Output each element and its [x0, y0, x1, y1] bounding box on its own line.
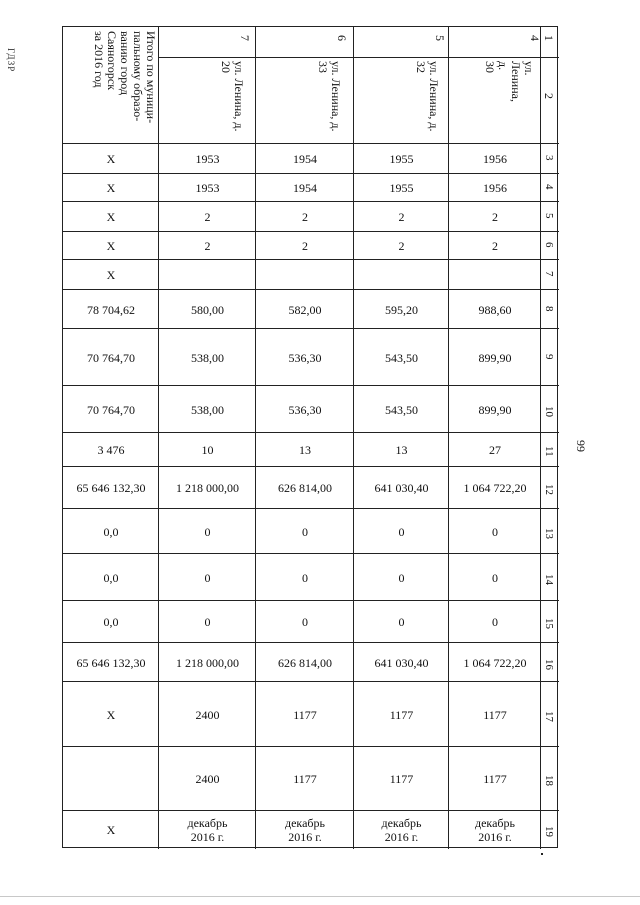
row-index: 5: [543, 213, 555, 219]
row-index: 4: [543, 184, 555, 190]
row-value: 1 218 000,00: [176, 481, 239, 495]
row-total: X: [106, 181, 116, 195]
row-value: декабрь 2016 г.: [187, 816, 228, 844]
row-value: 899,90: [478, 350, 512, 365]
header-subdivider: [159, 57, 559, 58]
index-address-number: 2: [542, 93, 556, 99]
column-number: 7: [238, 35, 252, 41]
row-value: [449, 260, 541, 290]
column-number: 6: [335, 35, 349, 41]
row-index: 11: [543, 446, 555, 457]
row-value: 1954: [293, 152, 317, 166]
row-value: 626 814,00: [278, 481, 332, 495]
column-number: 4: [528, 35, 542, 41]
index-column-number: 1: [542, 35, 556, 41]
row-index: 18: [543, 775, 555, 786]
row-value: 0: [398, 615, 405, 629]
row-value: 2: [302, 210, 308, 224]
total-column-title: Итого по муници- пальному образо- ванию город Саяногорск за 2016 год: [92, 31, 158, 124]
row-value: 1956: [483, 181, 507, 195]
row-value: 1956: [483, 152, 507, 166]
row-total: X: [106, 268, 116, 282]
row-value: 2: [398, 239, 405, 253]
row-value: 2: [204, 239, 211, 253]
row-value: 1177: [293, 707, 317, 722]
row-value: 1953: [195, 152, 220, 166]
row-value: 536,30: [288, 402, 322, 417]
column-address: ул. Ленина, д. 33: [316, 61, 343, 132]
row-value: 0: [398, 524, 405, 539]
row-value: 0: [398, 570, 405, 585]
row-value: 1177: [389, 707, 414, 722]
row-value: 543,50: [385, 402, 418, 417]
row-value: 899,90: [478, 402, 512, 417]
data-table: [62, 26, 558, 848]
row-total: X: [106, 152, 116, 166]
row-value: 0: [302, 615, 308, 629]
row-value: 2: [398, 210, 405, 224]
page-number: 99: [574, 440, 588, 452]
row-index: 10: [543, 405, 555, 417]
row-value: 10: [201, 443, 214, 457]
row-total: 3 476: [97, 443, 125, 457]
row-total: X: [106, 239, 116, 253]
row-value: 2400: [195, 772, 220, 786]
row-value: 1955: [389, 181, 414, 195]
row-index: 17: [543, 710, 555, 722]
row-value: 582,00: [288, 302, 322, 317]
row-value: 1177: [483, 707, 507, 722]
column-address: ул. Ленина, д. 20: [219, 61, 246, 132]
row-index: 14: [543, 573, 555, 585]
row-value: 2: [492, 239, 498, 253]
row-value: 626 814,00: [278, 655, 332, 670]
end-dot: [541, 853, 543, 855]
row-value: [256, 260, 354, 290]
row-total: 65 646 132,30: [76, 481, 146, 495]
row-total: 70 764,70: [87, 350, 135, 365]
row-value: 1177: [483, 772, 507, 786]
row-value: 1177: [293, 772, 317, 786]
row-value: 0: [492, 570, 498, 585]
row-value: 538,00: [191, 350, 224, 365]
row-index: 16: [543, 658, 555, 670]
row-value: 0: [302, 524, 308, 539]
corner-mark: ГДЗР: [6, 48, 16, 73]
row-value: 2: [204, 210, 211, 224]
row-value: 2400: [195, 707, 220, 722]
row-value: 0: [204, 524, 211, 539]
row-value: 2: [302, 239, 308, 253]
row-value: 543,50: [385, 350, 418, 365]
row-value: 0: [204, 615, 211, 629]
row-value: [159, 260, 256, 290]
row-value: 27: [489, 443, 501, 457]
row-value: 641 030,40: [374, 655, 429, 670]
row-index: 7: [543, 271, 555, 277]
row-value: 13: [299, 443, 311, 457]
row-total: X: [106, 707, 116, 722]
row-value: декабрь 2016 г.: [285, 816, 325, 844]
row-value: 1953: [195, 181, 220, 195]
row-index: 13: [543, 527, 555, 539]
row-index: 15: [543, 618, 555, 629]
row-value: 13: [395, 443, 408, 457]
row-value: 536,30: [288, 350, 322, 365]
row-value: 0: [204, 570, 211, 585]
row-index: 9: [543, 353, 555, 359]
row-value: [354, 260, 449, 290]
row-value: декабрь 2016 г.: [475, 816, 515, 844]
row-value: 1954: [293, 181, 317, 195]
row-value: 0: [492, 524, 498, 539]
column-number: 5: [433, 35, 447, 41]
row-total: 0,0: [103, 524, 119, 539]
row-value: 595,20: [385, 302, 418, 317]
row-index: 6: [543, 242, 555, 248]
row-index: 12: [543, 484, 555, 495]
row-index: 3: [543, 155, 555, 161]
row-total: 65 646 132,30: [76, 655, 146, 670]
row-total: 0,0: [103, 570, 119, 585]
row-index: 8: [543, 305, 555, 311]
page-bottom-rule: [0, 896, 640, 897]
row-value: 538,00: [191, 402, 224, 417]
row-value: 1955: [389, 152, 414, 166]
column-address: ул. Ленина, д. 32: [414, 61, 441, 132]
row-value: 0: [492, 615, 498, 629]
row-value: 1177: [389, 772, 414, 786]
row-value: 1 064 722,20: [463, 655, 527, 670]
row-value: 1 218 000,00: [176, 655, 239, 670]
row-value: 2: [492, 210, 498, 224]
row-value: 0: [302, 570, 308, 585]
row-value: декабрь 2016 г.: [381, 816, 422, 844]
row-total: 78 704,62: [87, 302, 135, 317]
column-address: ул. Ленина, д. 30: [483, 61, 536, 102]
row-total: X: [106, 823, 116, 837]
row-total: [63, 747, 159, 811]
row-value: 641 030,40: [374, 481, 429, 495]
row-value: 580,00: [191, 302, 224, 317]
row-index: 19: [543, 826, 555, 837]
row-total: X: [106, 210, 116, 224]
row-total: 0,0: [103, 615, 119, 629]
row-value: 1 064 722,20: [463, 481, 527, 495]
row-total: 70 764,70: [87, 402, 135, 417]
row-value: 988,60: [478, 302, 512, 317]
